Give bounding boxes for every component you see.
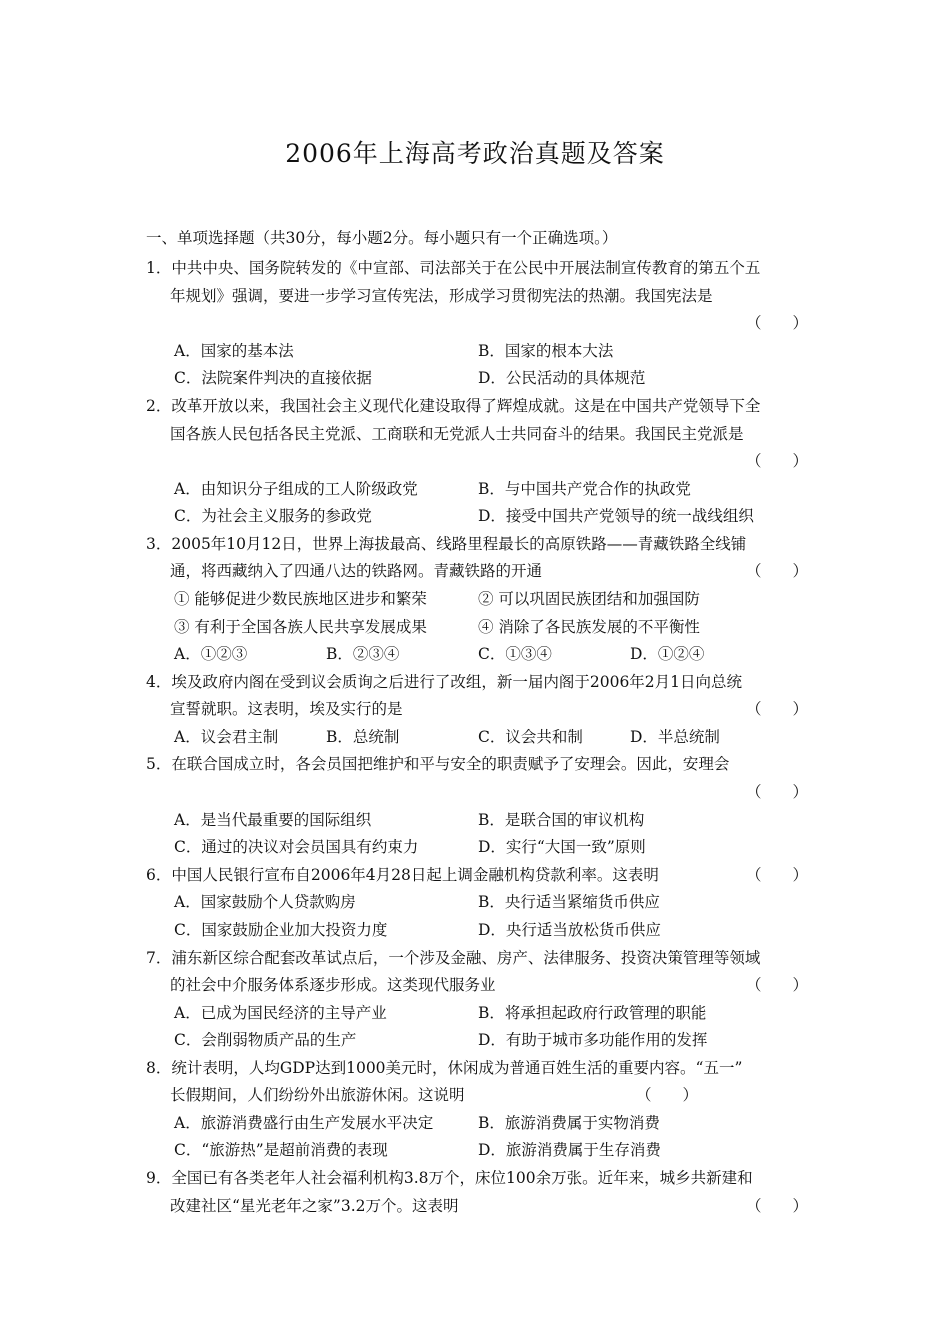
q3-answer-bracket: （ ） bbox=[746, 562, 809, 580]
q4-option-b: B．总统制 bbox=[326, 728, 400, 746]
q7-line2: 的社会中介服务体系逐步形成。这类现代服务业 bbox=[170, 976, 496, 994]
q3-statement-4: ④ 消除了各民族发展的不平衡性 bbox=[478, 618, 700, 636]
q5-option-d: D．实行“大国一致”原则 bbox=[478, 838, 646, 856]
q4-option-d: D．半总统制 bbox=[630, 728, 720, 746]
q6-line1: 6．中国人民银行宣布自2006年4月28日起上调金融机构贷款利率。这表明 bbox=[146, 866, 659, 884]
q7-line1: 7．浦东新区综合配套改革试点后，一个涉及金融、房产、法律服务、投资决策管理等领域 bbox=[146, 949, 761, 967]
q8-option-c: C．“旅游热”是超前消费的表现 bbox=[174, 1141, 388, 1159]
q5-option-a: A．是当代最重要的国际组织 bbox=[174, 811, 372, 829]
q8-answer-bracket: （ ） bbox=[636, 1086, 699, 1104]
q6-option-c: C．国家鼓励企业加大投资力度 bbox=[174, 921, 388, 939]
q8-option-d: D．旅游消费属于生存消费 bbox=[478, 1141, 661, 1159]
q3-option-d: D．①②④ bbox=[630, 645, 705, 663]
q8-option-b: B．旅游消费属于实物消费 bbox=[478, 1114, 660, 1132]
q3-statement-2: ② 可以巩固民族团结和加强国防 bbox=[478, 590, 700, 608]
q4-answer-bracket: （ ） bbox=[746, 700, 809, 718]
q1-line2: 年规划》强调，要进一步学习宣传宪法，形成学习贯彻宪法的热潮。我国宪法是 bbox=[170, 287, 713, 305]
q1-option-c: C．法院案件判决的直接依据 bbox=[174, 369, 372, 387]
q3-statement-1: ① 能够促进少数民族地区进步和繁荣 bbox=[174, 590, 427, 608]
q5-answer-bracket: （ ） bbox=[746, 783, 809, 801]
q8-option-a: A．旅游消费盛行由生产发展水平决定 bbox=[174, 1114, 434, 1132]
q5-option-b: B．是联合国的审议机构 bbox=[478, 811, 645, 829]
q2-option-c: C．为社会主义服务的参政党 bbox=[174, 507, 372, 525]
q8-line2: 长假期间，人们纷纷外出旅游休闲。这说明 bbox=[170, 1086, 465, 1104]
q3-option-a: A．①②③ bbox=[174, 645, 248, 663]
q1-answer-bracket: （ ） bbox=[746, 314, 809, 332]
q3-line1: 3．2005年10月12日，世界上海拔最高、线路里程最长的高原铁路——青藏铁路全线铺 bbox=[146, 535, 747, 553]
q7-option-c: C．会削弱物质产品的生产 bbox=[174, 1031, 357, 1049]
q2-option-b: B．与中国共产党合作的执政党 bbox=[478, 480, 691, 498]
q1-option-d: D．公民活动的具体规范 bbox=[478, 369, 646, 387]
q1-line1: 1．中共中央、国务院转发的《中宣部、司法部关于在公民中开展法制宣传教育的第五个五 bbox=[146, 259, 761, 277]
q6-option-d: D．央行适当放松货币供应 bbox=[478, 921, 661, 939]
q2-line1: 2．改革开放以来，我国社会主义现代化建设取得了辉煌成就。这是在中国共产党领导下全 bbox=[146, 397, 761, 415]
q2-answer-bracket: （ ） bbox=[746, 452, 809, 470]
q9-line1: 9．全国已有各类老年人社会福利机构3.8万个，床位100余万张。近年来，城乡共新建和 bbox=[146, 1169, 753, 1187]
q8-line1: 8．统计表明，人均GDP达到1000美元时，休闲成为普通百姓生活的重要内容。“五一” bbox=[146, 1059, 743, 1077]
page-title: 2006年上海高考政治真题及答案 bbox=[285, 139, 665, 168]
q5-option-c: C．通过的决议对会员国具有约束力 bbox=[174, 838, 419, 856]
q4-line1: 4．埃及政府内阁在受到议会质询之后进行了改组，新一届内阁于2006年2月1日向总统 bbox=[146, 673, 743, 691]
q3-statement-3: ③ 有利于全国各族人民共享发展成果 bbox=[174, 618, 427, 636]
section-heading: 一、单项选择题（共30分，每小题2分。每小题只有一个正确选项。） bbox=[146, 229, 618, 247]
q2-option-a: A．由知识分子组成的工人阶级政党 bbox=[174, 480, 418, 498]
q1-option-a: A．国家的基本法 bbox=[174, 342, 294, 360]
q3-option-b: B．②③④ bbox=[326, 645, 400, 663]
q9-line2: 改建社区“星光老年之家”3.2万个。这表明 bbox=[170, 1197, 459, 1215]
q4-option-c: C．议会共和制 bbox=[478, 728, 583, 746]
q6-answer-bracket: （ ） bbox=[746, 866, 809, 884]
q6-option-a: A．国家鼓励个人贷款购房 bbox=[174, 893, 356, 911]
q4-line2: 宣誓就职。这表明，埃及实行的是 bbox=[170, 700, 403, 718]
q7-option-d: D．有助于城市多功能作用的发挥 bbox=[478, 1031, 708, 1049]
q7-option-b: B．将承担起政府行政管理的职能 bbox=[478, 1004, 707, 1022]
q2-line2: 国各族人民包括各民主党派、工商联和无党派人士共同奋斗的结果。我国民主党派是 bbox=[170, 425, 744, 443]
q9-answer-bracket: （ ） bbox=[746, 1197, 809, 1215]
q1-option-b: B．国家的根本大法 bbox=[478, 342, 614, 360]
q6-option-b: B．央行适当紧缩货币供应 bbox=[478, 893, 660, 911]
q5-line1: 5．在联合国成立时，各会员国把维护和平与安全的职责赋予了安理会。因此，安理会 bbox=[146, 755, 730, 773]
q4-option-a: A．议会君主制 bbox=[174, 728, 279, 746]
q3-line2: 通，将西藏纳入了四通八达的铁路网。青藏铁路的开通 bbox=[170, 562, 543, 580]
q7-option-a: A．已成为国民经济的主导产业 bbox=[174, 1004, 387, 1022]
q2-option-d: D．接受中国共产党领导的统一战线组织 bbox=[478, 507, 754, 525]
q3-option-c: C．①③④ bbox=[478, 645, 552, 663]
q7-answer-bracket: （ ） bbox=[746, 976, 809, 994]
